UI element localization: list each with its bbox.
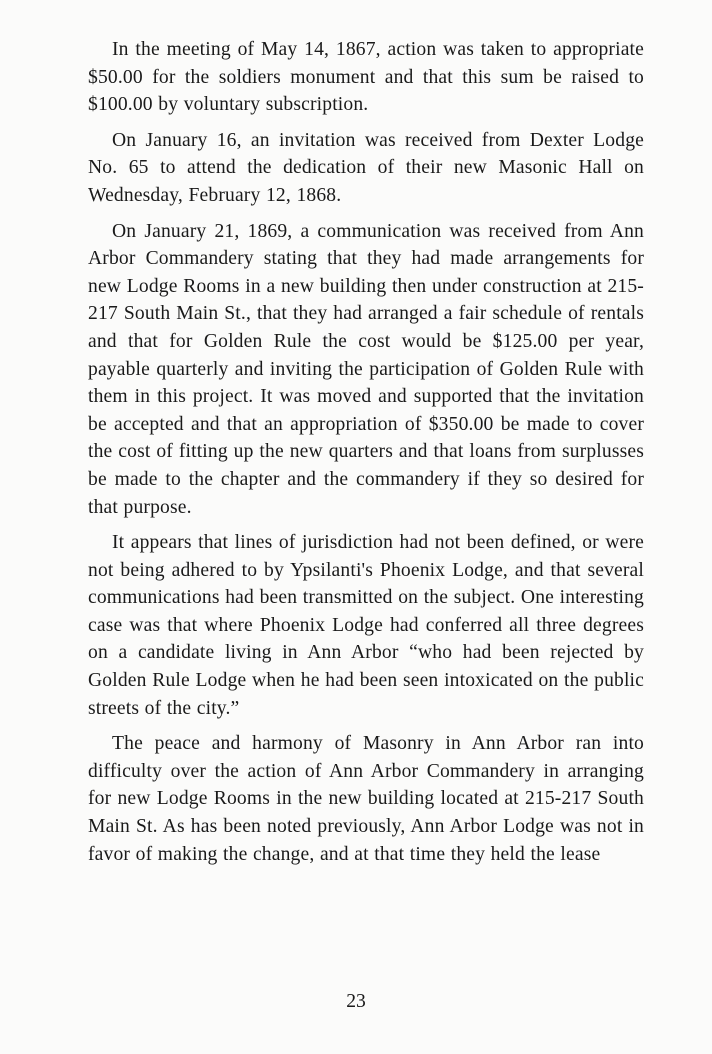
paragraph-4: It appears that lines of jurisdiction had not been defined, or were not being adhered to by Ypsilanti's Phoenix Lodge, and that several communications had been transmitted on the subject. One interesting case was that where Phoenix Lodge had conferred all three degrees on a candidate living in Ann Arbor “who had been rejected by Golden Rule Lodge when he had been seen intoxicated on the public streets of the city.” bbox=[88, 532, 644, 719]
paragraph-1: In the meeting of May 14, 1867, action was taken to appropriate $50.00 for the soldiers monument and that this sum be raised to $100.00 by voluntary subscription. bbox=[88, 39, 644, 116]
page-number: 23 bbox=[346, 991, 366, 1012]
paragraph-3: On January 21, 1869, a communication was received from Ann Arbor Commandery stating that they had made arrangements for new Lodge Rooms in a new building then under construction at 215-217 South Main St., that they had arranged a fair schedule of rentals and that for Golden Rule the cost would be $125.00 per year, payable quarterly and inviting the participation of Golden Rule with them in this project. It was moved and supported that the invitation be accepted and that an appropriation of $350.00 be made to cover the cost of fitting up the new quarters and that loans from surplusses be made to the chapter and the commandery if they so desired for that purpose. bbox=[88, 220, 644, 518]
paragraph-2: On January 16, an invitation was received from Dexter Lodge No. 65 to attend the dedication of their new Masonic Hall on Wednesday, February 12, 1868. bbox=[88, 129, 644, 206]
page-body bbox=[88, 36, 644, 876]
paragraph-5: The peace and harmony of Masonry in Ann Arbor ran into difficulty over the action of Ann Arbor Commandery in arranging for new Lodge Rooms in the new building located at 215-217 South Main St. As has been noted previously, Ann Arbor Lodge was not in favor of making the change, and at that time they held the lease bbox=[88, 733, 644, 865]
